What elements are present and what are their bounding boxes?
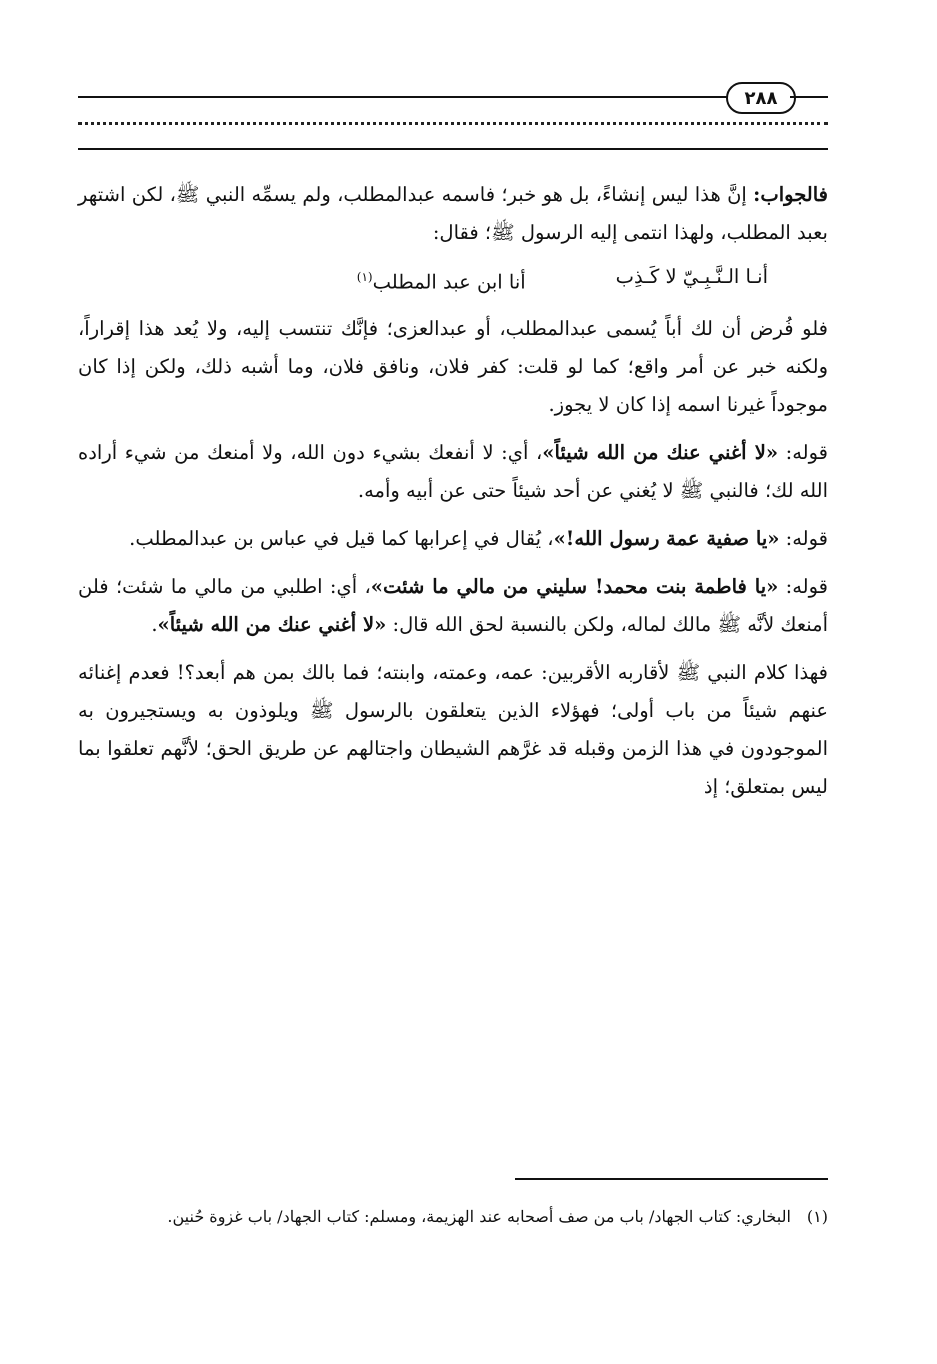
paragraph-conclusion: فهذا كلام النبي ﷺ لأقاربه الأقربين: عمه، وعمته، وابنته؛ فما بالك بمن هم أبعد؟! فعدم إغنائه عنهم شيئاً من باب أولى؛ فهؤلاء الذين يتعلقون بالرسول ﷺ ويلوذون به ويستجيرون به الموجودون في هذا الزمن وقبله قد غرَّهم الشيطان واجتالهم عن طريق الحق؛ لأنَّهم تعلقوا بما ليس بمتعلق؛ إذ: [78, 660, 828, 798]
footnote-line: [78, 1200, 828, 1234]
paragraph-quote-3: [78, 568, 828, 644]
footnote: [78, 1200, 828, 1234]
quote-explanation: ، أي: لا أنفعك بشيء دون الله، ولا أمنعك من شيء أراده الله لك؛ فالنبي ﷺ لا يُغني عن أحد شيئاً حتى عن أبيه وأمه.: [78, 440, 828, 502]
hadith-quote: «يا صفية عمة رسول الله!»: [553, 526, 780, 550]
dotted-separator: [78, 122, 828, 125]
hadith-quote-2: «لا أغني عنك من الله شيئاً»: [157, 612, 387, 636]
quote-explanation: ، يُقال في إعرابها كما قيل في عباس بن عبدالمطلب.: [129, 526, 554, 550]
poem-hemistich-left: [357, 258, 526, 302]
period: .: [151, 612, 158, 636]
hadith-quote: «يا فاطمة بنت محمد! سليني من مالي ما شئت»: [370, 574, 779, 598]
answer-text: إنَّ هذا ليس إنشاءً، بل هو خبر؛ فاسمه عبدالمطلب، ولم يسمِّه النبي ﷺ، لكن اشتهر بعبد المطلب، ولهذا انتمى إليه الرسول ﷺ؛ فقال:: [78, 183, 828, 244]
page-header: [78, 78, 828, 158]
footnote-ref: (١): [356, 270, 373, 284]
header-rule-right: [790, 96, 828, 98]
main-text: [78, 176, 828, 812]
poem-verse: [78, 258, 828, 302]
quote-explanation: ، أي: اطلبي من مالي ما شئت؛ فلن أمنعك لأنَّه ﷺ مالك لماله، ولكن بالنسبة لحق الله قال:: [78, 574, 828, 636]
paragraph-quote-1: [78, 434, 828, 510]
footnote-number: (١): [806, 1207, 828, 1226]
paragraph-assumption: فلو فُرض أن لك أباً يُسمى عبدالمطلب، أو عبدالعزى؛ فإنَّك تنتسب إليه، ولا يُعد هذا إقراراً، ولكنه خبر عن أمر واقع؛ كما لو قلت: كفر فلان، ونافق فلان، وما أشبه ذلك، ولكن إذا كان موجوداً غيرنا اسمه إذا كان لا يجوز.: [78, 316, 828, 416]
poem-left-text: أنا ابن عبد المطلب: [372, 270, 526, 294]
quote-intro: قوله:: [778, 574, 828, 598]
quote-intro: قوله:: [779, 526, 828, 550]
answer-lead: فالجواب:: [753, 183, 828, 206]
hadith-quote: «لا أغني عنك من الله شيئاً»: [542, 440, 779, 464]
paragraph-quote-2: [78, 520, 828, 558]
quote-intro: قوله:: [778, 440, 828, 464]
header-bottom-rule: [78, 148, 828, 150]
paragraph-answer: [78, 176, 828, 252]
footnote-rule: [515, 1178, 828, 1180]
footnote-text: البخاري: كتاب الجهاد/ باب من صف أصحابه عند الهزيمة، ومسلم: كتاب الجهاد/ باب غزوة حُنين.: [167, 1207, 791, 1226]
poem-hemistich-right: أنـا الـنَّـبِـيّ لا كَـذِب: [615, 265, 768, 288]
page-number-badge: [726, 82, 796, 114]
page-number: ٢٨٨: [744, 87, 778, 109]
header-rule-left: [78, 96, 728, 98]
